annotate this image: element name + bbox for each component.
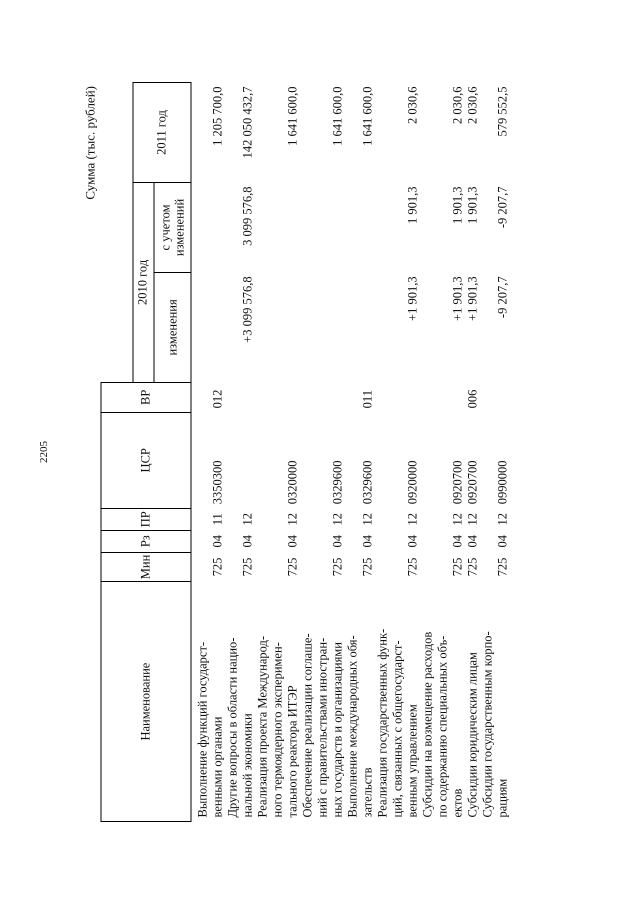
cell-with-changes <box>300 182 345 272</box>
cell-pr: 12 <box>360 513 374 526</box>
cell-name-line: зательств <box>360 767 374 818</box>
cell-name-line: Реализация проекта Международ- <box>255 635 269 818</box>
cell-name-line: нальной экономики <box>240 713 254 818</box>
cell-2011: 142 050 432,7 <box>240 86 254 159</box>
cell-vr <box>375 382 420 412</box>
cell-name <box>191 582 226 822</box>
header-pr: ПР <box>101 508 191 530</box>
cell-name-line: по содержанию специальных объ- <box>435 635 449 818</box>
cell-min: 725 <box>495 557 509 577</box>
cell-name <box>300 582 345 822</box>
table-row <box>191 83 226 822</box>
cell-min: 725 <box>465 557 479 577</box>
cell-name-line: Выполнение функций государст- <box>195 641 209 818</box>
header-2011: 2011 год <box>133 83 191 183</box>
cell-csr: 0990000 <box>495 460 509 505</box>
cell-name-line: Реализация государственных функ- <box>375 628 389 818</box>
cell-2011: 1 641 600,0 <box>330 86 344 146</box>
cell-pr: 12 <box>450 513 464 526</box>
cell-csr: 0329600 <box>330 460 344 505</box>
cell-name-line: рациям <box>495 778 509 818</box>
cell-rz: 04 <box>405 534 419 548</box>
table-row <box>225 83 255 822</box>
table-row <box>420 83 465 822</box>
cell-changes <box>300 272 345 382</box>
cell-name-line: Другие вопросы в области нацио- <box>225 637 239 818</box>
cell-changes: +1 901,3 <box>405 276 419 321</box>
cell-csr: 0920700 <box>450 460 464 505</box>
cell-csr: 0920000 <box>405 460 419 505</box>
cell-with-changes: 3 099 576,8 <box>240 186 254 246</box>
cell-min: 725 <box>285 557 299 577</box>
budget-table <box>101 82 511 822</box>
header-name: Наименование <box>101 582 191 822</box>
budget-page <box>83 82 558 822</box>
cell-name-line: Выполнение международных обя- <box>345 635 359 818</box>
cell-name-line: Субсидии государственным корпо- <box>480 631 494 818</box>
header-vr: ВР <box>101 382 191 412</box>
cell-name <box>480 582 510 822</box>
cell-changes: +1 901,3 <box>450 276 464 321</box>
cell-changes: +3 099 576,8 <box>240 276 254 343</box>
cell-min: 725 <box>450 557 464 577</box>
header-2010: 2010 год <box>133 182 154 382</box>
cell-pr: 12 <box>405 513 419 526</box>
cell-pr: 12 <box>240 513 254 526</box>
cell-changes <box>345 272 375 382</box>
cell-vr <box>255 382 300 412</box>
cell-vr: 011 <box>360 390 374 409</box>
header-changes: изменения <box>154 272 191 382</box>
cell-name-line: ных государств и организациями <box>330 642 344 818</box>
header-empty <box>101 83 133 383</box>
cell-name-line: Субсидии на возмещение расходов <box>420 631 434 818</box>
header-rz: Рз <box>101 530 191 552</box>
cell-name-line: ний с правительствами иностран- <box>315 637 329 818</box>
cell-pr: 12 <box>330 513 344 526</box>
cell-vr: 006 <box>465 389 479 409</box>
cell-name-line: ного термоядерного эксперимен- <box>270 642 284 818</box>
cell-name <box>345 582 375 822</box>
cell-name <box>420 582 465 822</box>
header-csr: ЦСР <box>101 412 191 508</box>
table-row <box>255 83 300 822</box>
table-row <box>345 83 375 822</box>
cell-2011: 2 030,6 <box>450 86 464 124</box>
cell-vr <box>225 382 255 412</box>
cell-min: 725 <box>210 557 224 577</box>
page-number: 2205 <box>38 441 50 463</box>
cell-changes <box>255 272 300 382</box>
cell-2011: 1 205 700,0 <box>210 86 224 146</box>
cell-with-changes: 1 901,3 <box>450 186 464 224</box>
cell-csr: 0329600 <box>360 460 374 505</box>
cell-csr <box>225 412 255 508</box>
cell-2011: 579 552,5 <box>495 86 509 137</box>
cell-min: 725 <box>405 557 419 577</box>
cell-2011: 1 641 600,0 <box>285 86 299 146</box>
cell-pr: 12 <box>495 513 509 526</box>
header-with-changes <box>154 182 191 272</box>
cell-with-changes: -9 207,7 <box>495 186 509 229</box>
cell-with-changes <box>191 182 226 272</box>
table-row <box>375 83 420 822</box>
cell-name-line: венным управлением <box>405 704 419 818</box>
cell-name <box>465 582 480 822</box>
cell-with-changes <box>255 182 300 272</box>
cell-csr: 0920700 <box>465 460 479 505</box>
table-row <box>465 83 480 822</box>
cell-name <box>255 582 300 822</box>
cell-vr <box>300 382 345 412</box>
cell-name <box>225 582 255 822</box>
cell-rz: 04 <box>285 534 299 548</box>
cell-rz: 04 <box>240 534 254 548</box>
cell-changes: +1 901,3 <box>465 276 479 321</box>
cell-csr: 3350300 <box>210 460 224 505</box>
cell-name-line: ций, связанных с общегосударст- <box>390 640 404 818</box>
header-min: Мин <box>101 552 191 582</box>
cell-name-line: Субсидии юридическим лицам <box>465 652 479 818</box>
cell-pr: 12 <box>465 513 479 526</box>
cell-vr: 012 <box>210 389 224 409</box>
cell-rz: 04 <box>465 534 479 548</box>
cell-rz: 04 <box>450 534 464 548</box>
units-caption: Сумма (тыс. рублей) <box>82 86 98 200</box>
cell-min: 725 <box>240 557 254 577</box>
cell-rz: 04 <box>210 534 224 548</box>
cell-2011: 2 030,6 <box>465 86 479 124</box>
cell-with-changes: 1 901,3 <box>405 186 419 224</box>
cell-name-line: ектов <box>450 788 464 818</box>
cell-min: 725 <box>330 557 344 577</box>
cell-2011: 2 030,6 <box>405 86 419 124</box>
cell-pr: 11 <box>210 513 224 526</box>
table-row <box>300 83 345 822</box>
cell-vr <box>420 382 465 412</box>
cell-rz: 04 <box>330 534 344 548</box>
cell-changes: -9 207,7 <box>495 276 509 319</box>
cell-2011: 1 641 600,0 <box>360 86 374 146</box>
cell-pr: 12 <box>285 513 299 526</box>
cell-with-changes <box>345 182 375 272</box>
cell-changes <box>191 272 226 382</box>
cell-name <box>375 582 420 822</box>
cell-vr <box>480 382 510 412</box>
cell-with-changes: 1 901,3 <box>465 186 479 224</box>
table-row <box>480 83 510 822</box>
cell-min: 725 <box>360 557 374 577</box>
cell-name-line: тального реактора ИТЭР <box>285 685 299 818</box>
cell-rz: 04 <box>360 534 374 548</box>
cell-csr: 0320000 <box>285 460 299 505</box>
cell-name-line: Обеспечение реализации соглаше- <box>300 633 314 818</box>
header-with-changes-line: с учетом <box>158 204 172 251</box>
header-with-changes-line: изменений <box>172 198 186 257</box>
cell-rz: 04 <box>495 534 509 548</box>
cell-name-line: венными органами <box>210 716 224 818</box>
